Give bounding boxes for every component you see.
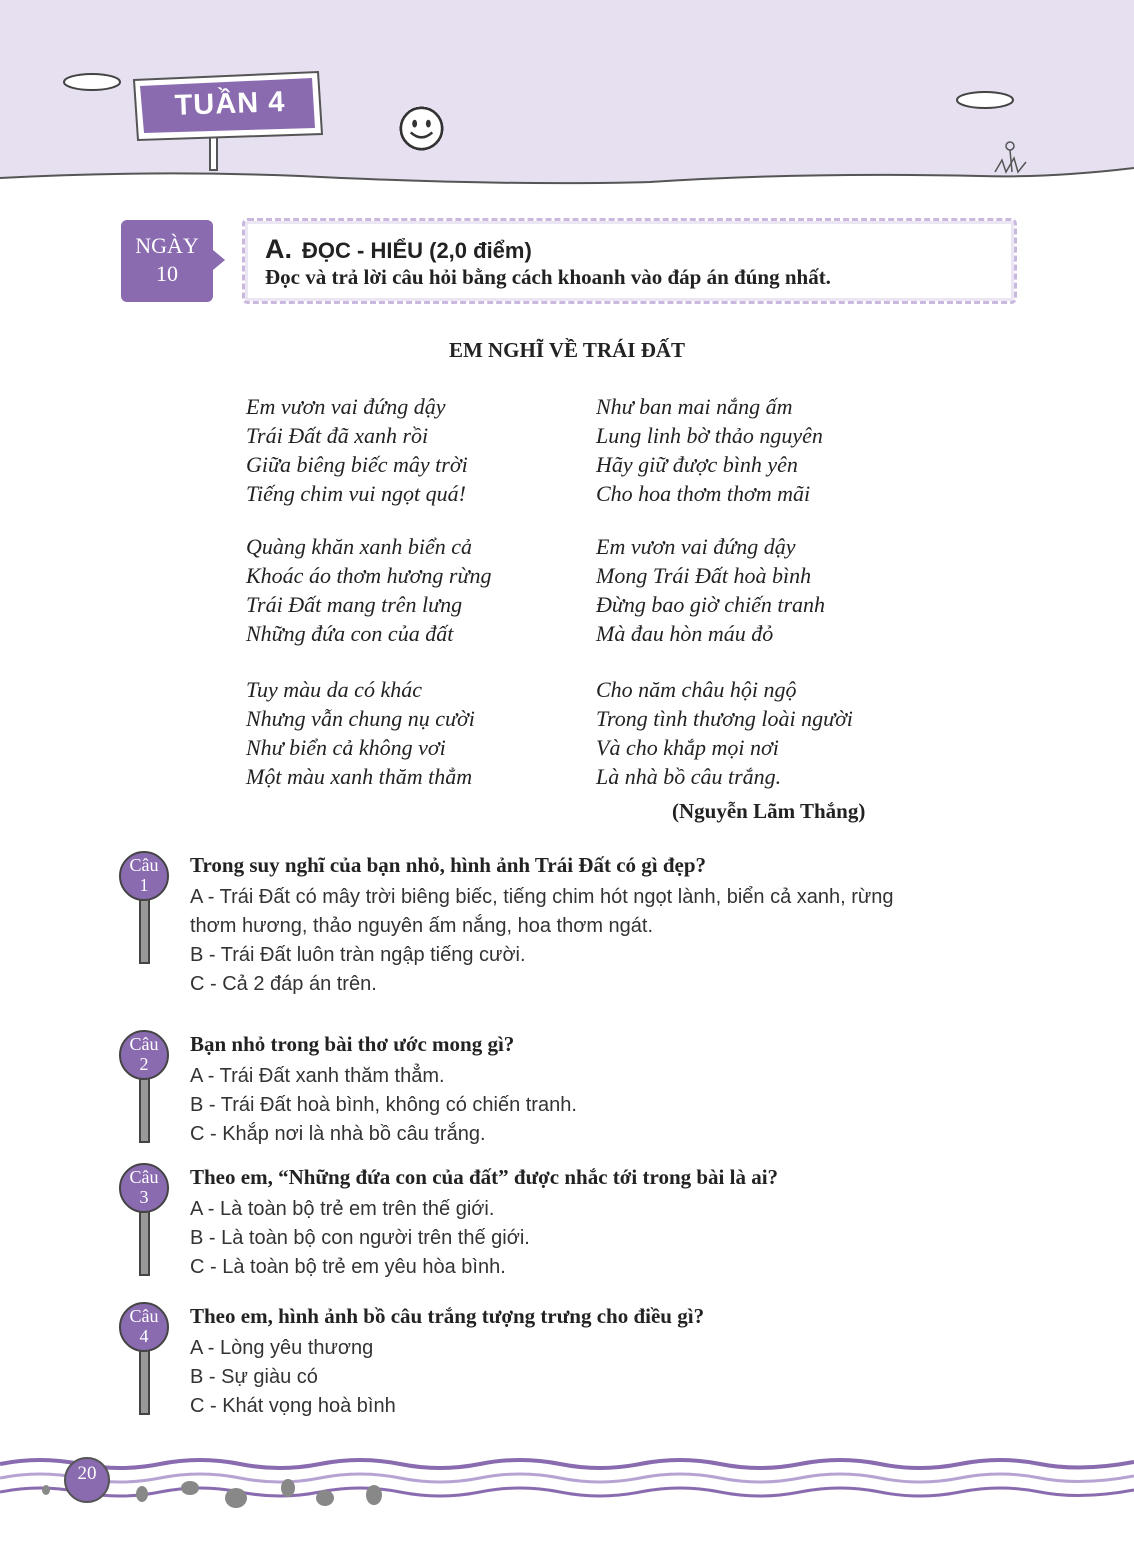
- footer-waves: [0, 1440, 1134, 1559]
- poem-line: Mong Trái Đất hoà bình: [596, 563, 812, 588]
- section-letter: A.: [265, 234, 292, 264]
- page-header: [0, 0, 1134, 200]
- poem-line: Như biển cả không vơi: [246, 735, 446, 760]
- page-number: 20: [77, 1463, 97, 1484]
- poem-line: Em vươn vai đứng dậy: [246, 394, 446, 419]
- poem-line: Trong tình thương loài người: [596, 706, 853, 731]
- poem-stanza: [596, 532, 825, 648]
- question-label: Câu: [129, 1306, 159, 1326]
- poem-line: Trái Đất đã xanh rồi: [246, 423, 429, 448]
- answer-option[interactable]: B - Trái Đất hoà bình, không có chiến tranh.: [190, 1094, 577, 1116]
- answer-option[interactable]: B - Là toàn bộ con người trên thế giới.: [190, 1227, 530, 1249]
- answer-option[interactable]: A - Lòng yêu thương: [190, 1337, 374, 1359]
- poem-line: Là nhà bồ câu trắng.: [596, 764, 782, 789]
- answer-option[interactable]: C - Khát vọng hoà bình: [190, 1395, 396, 1417]
- poem-line: Tiếng chim vui ngọt quá!: [246, 481, 466, 506]
- answer-option[interactable]: A - Trái Đất có mây trời biêng biếc, tiếng chim hót ngọt lành, biển cả xanh, rừng: [190, 886, 894, 908]
- poem-stanza: [246, 532, 491, 648]
- answer-option[interactable]: C - Là toàn bộ trẻ em yêu hòa bình.: [190, 1256, 506, 1278]
- poem-line: Tuy màu da có khác: [246, 677, 422, 702]
- poem-author: (Nguyễn Lãm Thắng): [672, 799, 866, 823]
- poem-line: Cho năm châu hội ngộ: [596, 677, 797, 702]
- poem-line: Như ban mai nắng ấm: [596, 394, 793, 419]
- poem-stanza: [246, 392, 468, 508]
- poem-stanza: [246, 675, 475, 791]
- poem-stanza: [596, 675, 853, 791]
- smiley-icon: [398, 105, 445, 152]
- poem-line: Mà đau hòn máu đỏ: [596, 621, 774, 646]
- question-number: 1: [139, 875, 149, 895]
- week-label: TUẦN 4: [174, 86, 286, 122]
- poem-line: Em vươn vai đứng dậy: [596, 534, 796, 559]
- poem-title: EM NGHĨ VỀ TRÁI ĐẤT: [448, 338, 686, 362]
- question-pin-icon: [118, 1302, 178, 1432]
- poem-line: Quàng khăn xanh biển cả: [246, 534, 473, 559]
- question-text: Bạn nhỏ trong bài thơ ước mong gì?: [190, 1032, 515, 1056]
- poem-line: Lung linh bờ thảo nguyên: [596, 423, 823, 448]
- question-pin-icon: [118, 851, 178, 981]
- poem-line: Đừng bao giờ chiến tranh: [596, 592, 826, 617]
- poem-stanza: [596, 392, 823, 508]
- poem-line: Khoác áo thơm hương rừng: [246, 563, 492, 588]
- answer-option-continued: thơm hương, thảo nguyên ấm nắng, hoa thơm ngát.: [190, 915, 654, 937]
- poem-line: Giữa biêng biếc mây trời: [246, 452, 468, 477]
- answer-option[interactable]: C - Cả 2 đáp án trên.: [190, 973, 377, 995]
- question-text: Theo em, “Những đứa con của đất” được nhắc tới trong bài là ai?: [190, 1165, 779, 1189]
- poem-line: Nhưng vẫn chung nụ cười: [246, 706, 475, 731]
- question-pin-icon: [118, 1163, 178, 1293]
- answer-option[interactable]: A - Trái Đất xanh thăm thẳm.: [190, 1065, 445, 1087]
- question-pin-icon: [118, 1030, 178, 1160]
- poem-line: Cho hoa thơm thơm mãi: [596, 481, 811, 506]
- poem-line: Một màu xanh thăm thẳm: [246, 764, 473, 789]
- poem-line: Những đứa con của đất: [246, 621, 454, 646]
- question-label: Câu: [129, 855, 159, 875]
- section-title: ĐỌC - HIỂU (2,0 điểm): [302, 238, 532, 263]
- question-text: Trong suy nghĩ của bạn nhỏ, hình ảnh Trái Đất có gì đẹp?: [190, 853, 707, 877]
- day-label: NGÀY: [135, 233, 199, 258]
- answer-option[interactable]: A - Là toàn bộ trẻ em trên thế giới.: [190, 1198, 495, 1220]
- day-number: 10: [156, 261, 178, 286]
- question-number: 3: [139, 1187, 149, 1207]
- section-instruction: Đọc và trả lời câu hỏi bằng cách khoanh vào đáp án đúng nhất.: [265, 265, 831, 289]
- answer-option[interactable]: B - Sự giàu có: [190, 1366, 318, 1388]
- section-heading: [265, 234, 532, 265]
- answer-option[interactable]: C - Khắp nơi là nhà bồ câu trắng.: [190, 1123, 486, 1145]
- poem-line: Hãy giữ được bình yên: [596, 452, 798, 477]
- poem-line: Trái Đất mang trên lưng: [246, 592, 463, 617]
- smiley-row: [398, 105, 928, 155]
- question-label: Câu: [129, 1167, 159, 1187]
- day-badge: [121, 220, 213, 302]
- question-label: Câu: [129, 1034, 159, 1054]
- question-text: Theo em, hình ảnh bồ câu trắng tượng trưng cho điều gì?: [190, 1304, 705, 1328]
- poem-line: Và cho khắp mọi nơi: [596, 735, 779, 760]
- question-number: 4: [139, 1326, 149, 1346]
- question-number: 2: [139, 1054, 149, 1074]
- answer-option[interactable]: B - Trái Đất luôn tràn ngập tiếng cười.: [190, 944, 526, 966]
